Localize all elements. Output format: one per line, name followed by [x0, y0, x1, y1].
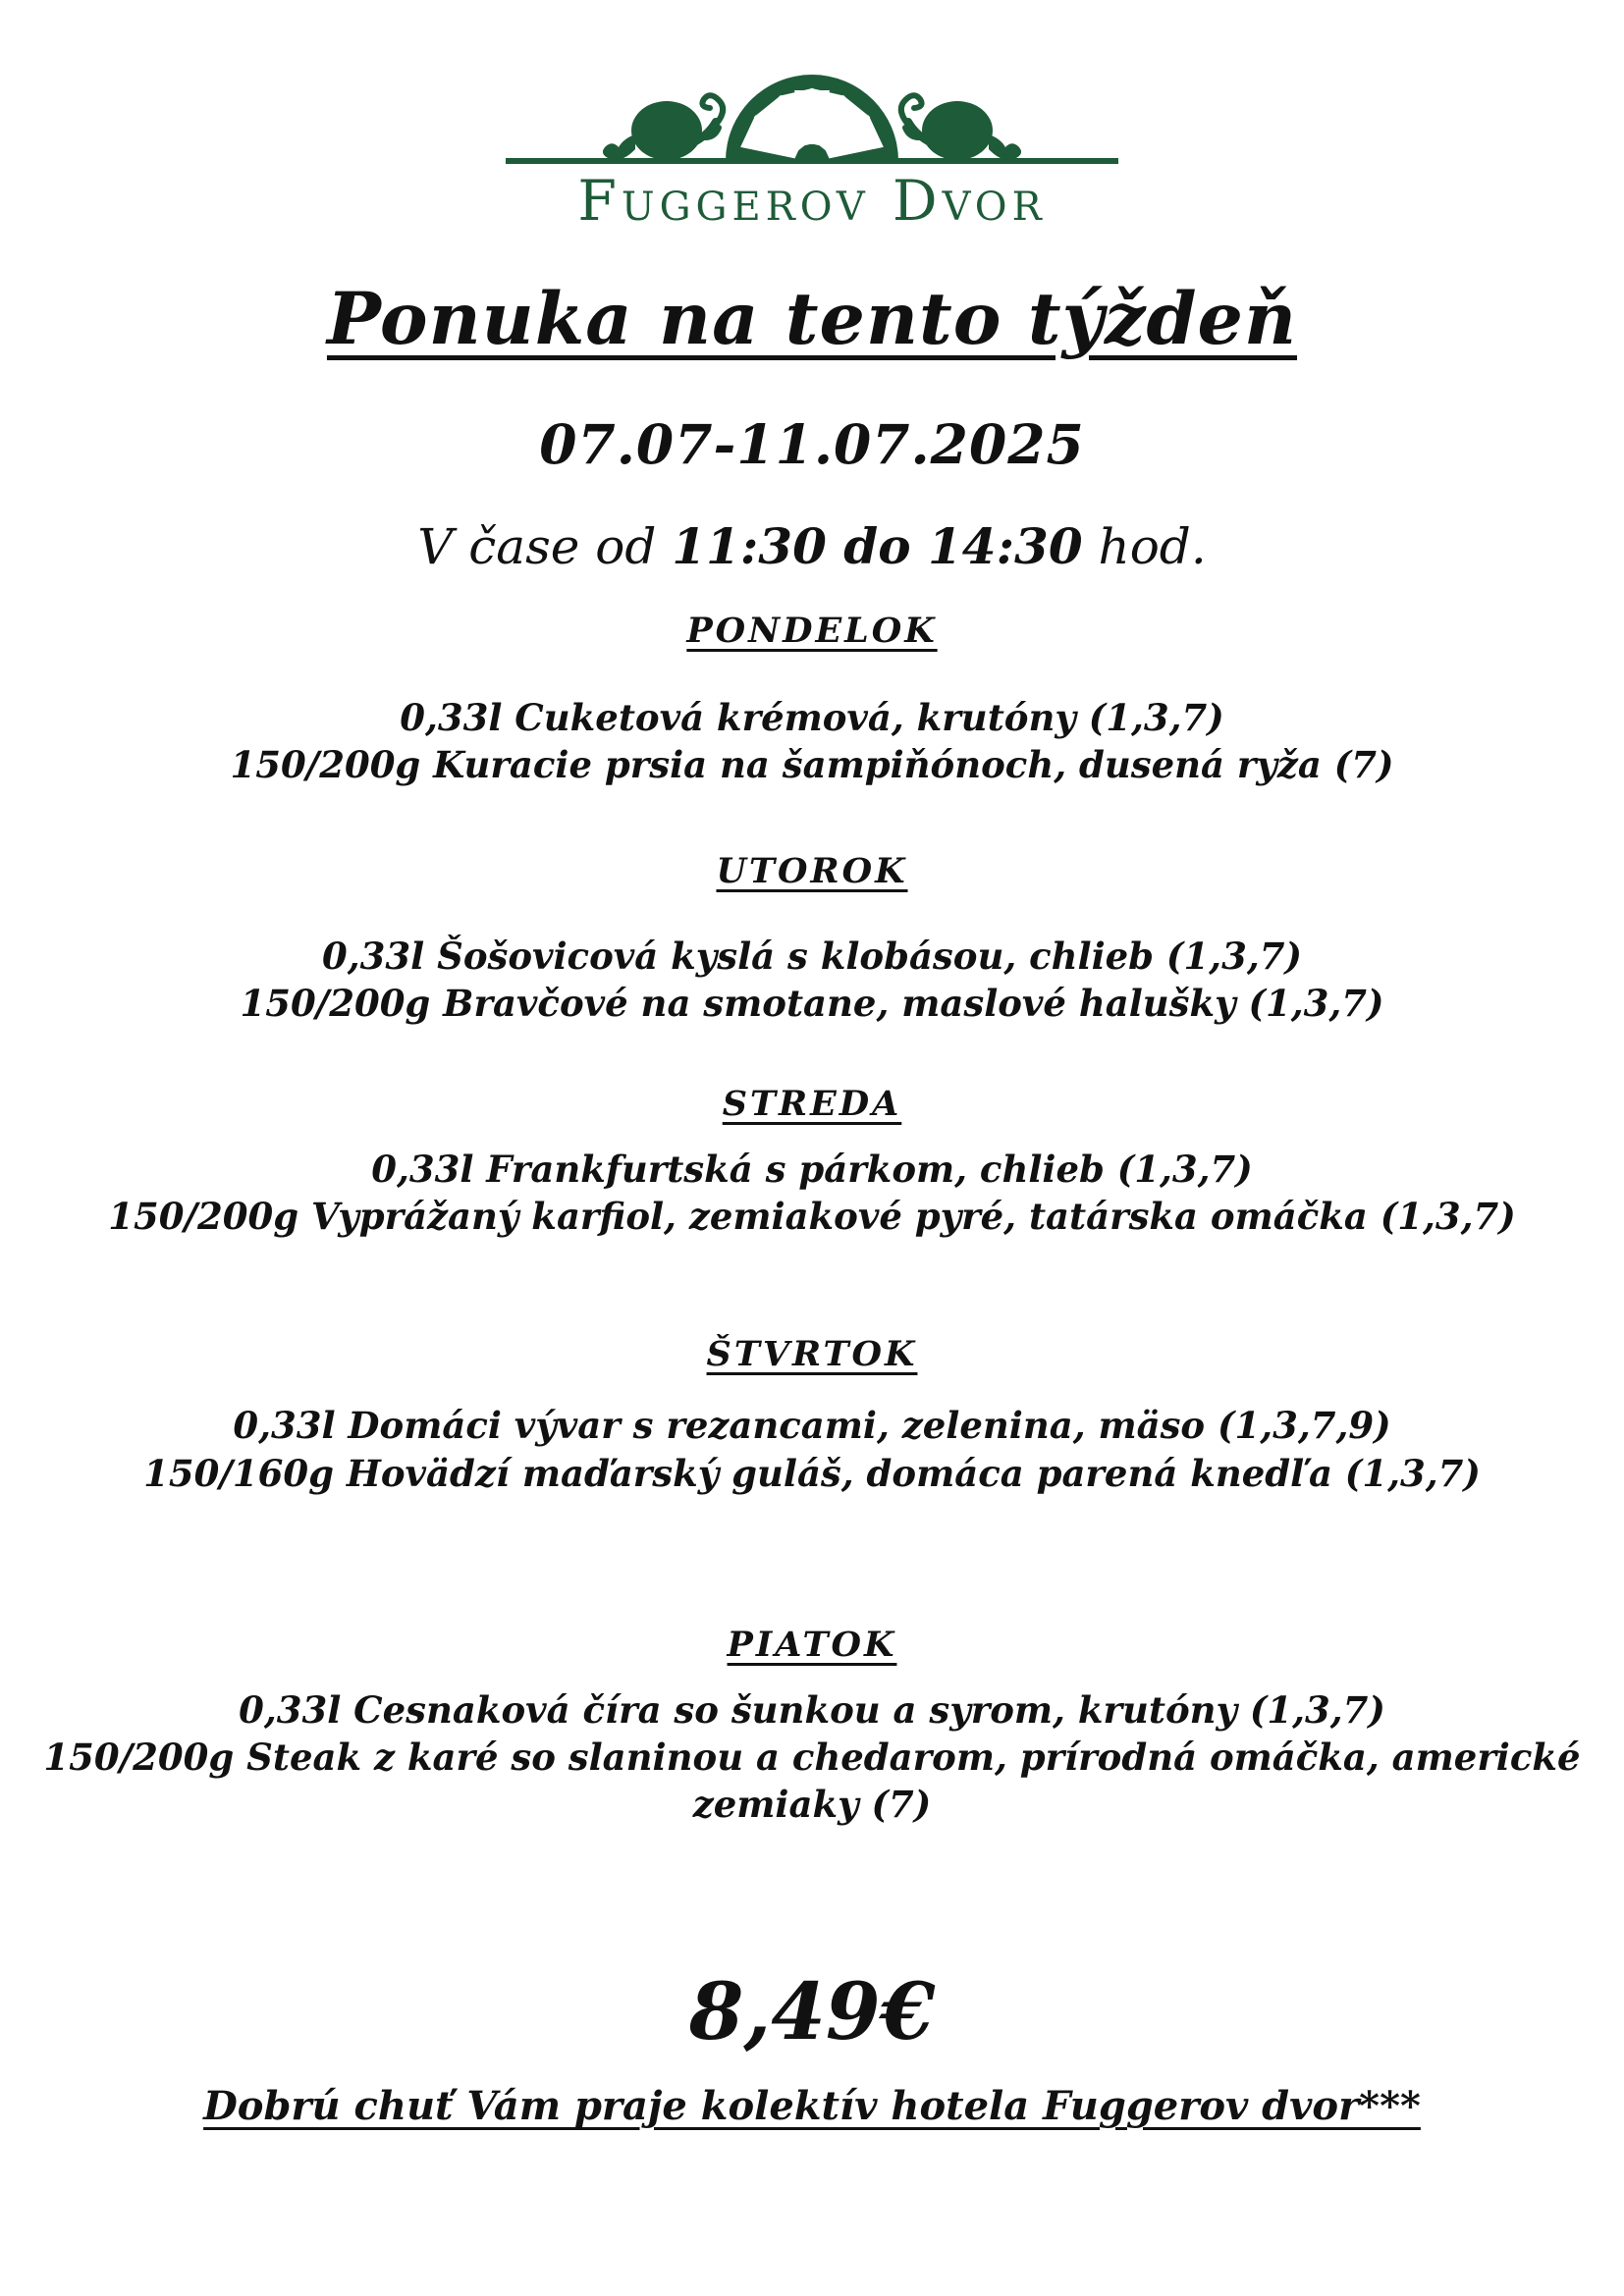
day-heading-piatok: PIATOK	[727, 1624, 897, 1665]
menu-item: 0,33l Cuketová krémová, krutóny (1,3,7)	[400, 695, 1224, 739]
time-range: 11:30 do 14:30	[672, 516, 1083, 575]
date-range: 07.07-11.07.2025	[539, 411, 1085, 476]
menu-item: 150/200g Kuracie prsia na šampiňónoch, dusená ryža (7)	[230, 742, 1394, 786]
hotel-logo	[0, 0, 1624, 232]
day-items-pondelok	[0, 694, 1624, 788]
time-prefix: V čase od	[417, 517, 673, 575]
snail-left-icon	[603, 95, 723, 160]
menu-item: 150/200g Bravčové na smotane, maslové halušky (1,3,7)	[240, 982, 1384, 1026]
brand-name: Fuggerov Dvor	[577, 169, 1047, 234]
logo-graphic	[498, 33, 1126, 171]
menu-price: 8,49€	[688, 1964, 936, 2057]
menu-item: 150/160g Hovädzí maďarský guláš, domáca parená knedľa (1,3,7)	[143, 1451, 1481, 1495]
time-suffix: hod.	[1082, 517, 1207, 575]
menu-item: 0,33l Cesnaková číra so šunkou a syrom, krutóny (1,3,7)	[239, 1687, 1385, 1732]
menu-item: 0,33l Domáci vývar s rezancami, zelenina, mäso (1,3,7,9)	[233, 1404, 1391, 1448]
menu-item: 0,33l Šošovicová kyslá s klobásou, chlieb (1,3,7)	[322, 934, 1302, 979]
footer-note: Dobrú chuť Vám praje kolektív hotela Fuggerov dvor***	[203, 2082, 1421, 2129]
day-items-utorok	[0, 933, 1624, 1027]
day-items-streda	[0, 1146, 1624, 1240]
snail-right-icon	[901, 95, 1021, 160]
day-heading-stvrtok: ŠTVRTOK	[706, 1334, 918, 1375]
menu-item: 150/200g Vyprážaný karfiol, zemiakové pyré, tatárska omáčka (1,3,7)	[108, 1195, 1516, 1239]
day-heading-streda: STREDA	[722, 1084, 902, 1125]
serving-time	[0, 517, 1624, 575]
day-items-stvrtok	[0, 1402, 1624, 1496]
menu-item: 0,33l Frankfurtská s párkom, chlieb (1,3,7)	[371, 1148, 1253, 1192]
day-heading-pondelok: PONDELOK	[686, 610, 938, 651]
menu-item: 150/200g Steak z karé so slaninou a chedarom, prírodná omáčka, americké zemiaky (7)	[43, 1735, 1581, 1826]
day-heading-utorok: UTOROK	[716, 851, 908, 892]
day-items-piatok	[0, 1686, 1624, 1828]
page-title: Ponuka na tento týždeň	[326, 276, 1298, 361]
